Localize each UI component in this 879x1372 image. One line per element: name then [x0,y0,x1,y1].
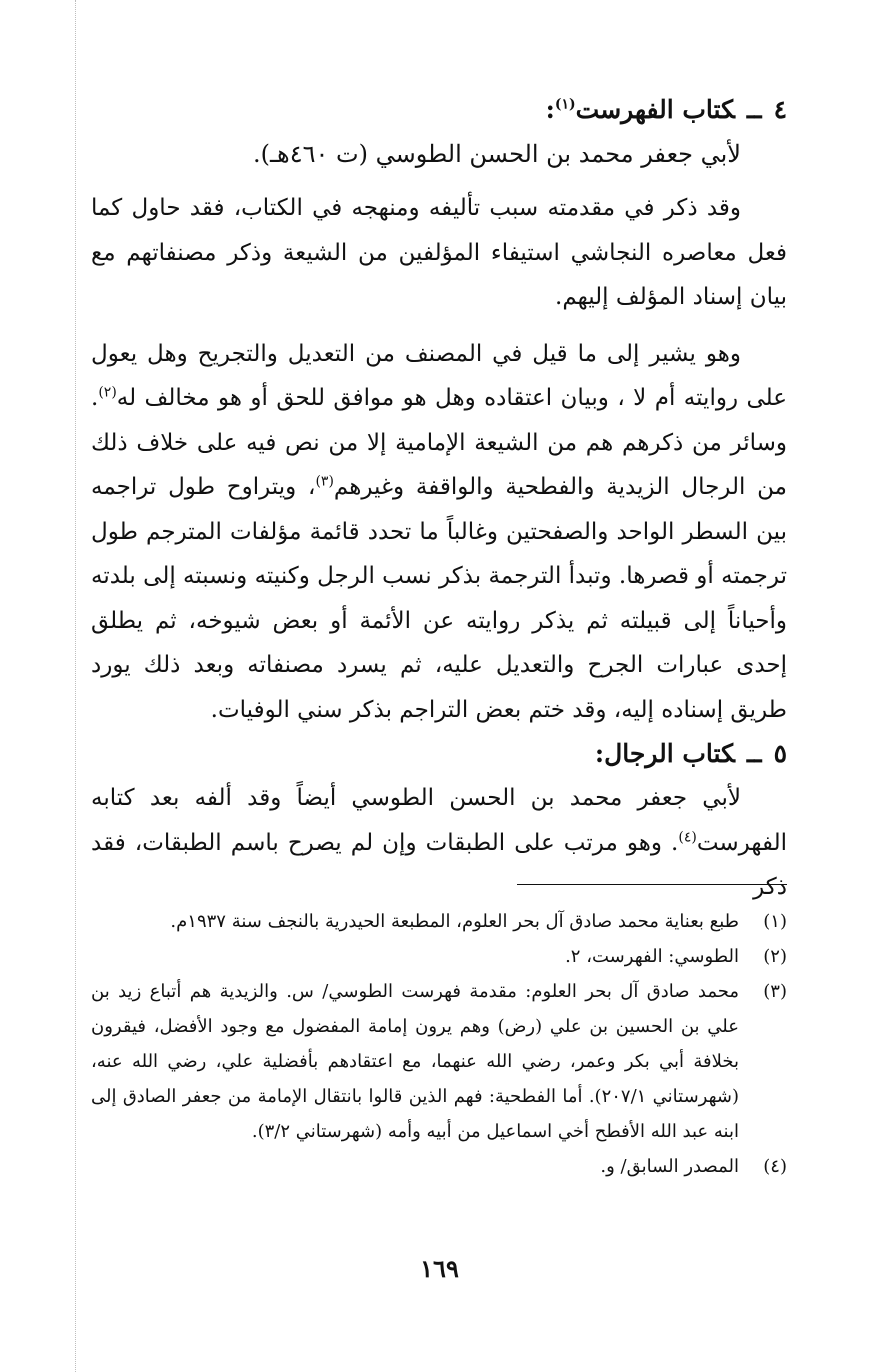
footnote-ref-2[interactable]: (٢) [98,384,117,401]
section-5-dash: ــ [746,739,762,768]
paragraph-2-part-b: . وسائر من ذكرهم هم من الشيعة الإمامية إلا من نص فيه على خلاف ذلك من الرجال الزيدية والفطحية والواقفة وغيرهم [91,385,787,500]
section-5-part-a: لأبي جعفر محمد بن الحسن الطوسي أيضاً وقد ألفه بعد كتابه الفهرست [91,785,787,856]
footnote-3 [91,974,787,1149]
paragraph-2-part-c: ، ويتراوح طول تراجمه بين السطر الواحد والصفحتين وغالباً ما تحدد قائمة مؤلفات المترجم طول ترجمته أو قصرها. وتبدأ الترجمة بذكر نسب الرجل وكنيته ونسبته إلى بلدته وأحياناً إلى قبيلته ثم يذكر روايته عن الأئمة أو بعض شيوخه، ثم يطلق إحدى عبارات الجرح والتعديل عليه، ثم يسرد مصنفاته وبعد ذلك يورد طريق إسناده إليه، وقد ختم بعض التراجم بذكر سني الوفيات. [91,474,787,723]
section-4-colon: : [545,95,555,124]
footnote-separator [517,884,787,885]
section-4-number: ٤ [773,95,787,124]
section-4-title: كتاب الفهرست [575,95,735,124]
footnote-number: (٤) [763,1156,787,1177]
paragraph-2-part-a: وهو يشير إلى ما قيل في المصنف من التعديل والتجريح وهل يعول على روايته أم لا ، وبيان اعتقاده وهل هو موافق للحق أو هو مخالف له [91,340,787,411]
footnote-ref-3[interactable]: (٣) [315,473,334,490]
section-4-paragraph-1: وقد ذكر في مقدمته سبب تأليفه ومنهجه في الكتاب، فقد حاول كما فعل معاصره النجاشي استيفاء المؤلفين من الشيعة وذكر مصنفاتهم مع بيان إسناد المؤلف إليهم. [91,195,787,310]
footnote-ref-4[interactable]: (٤) [678,828,697,845]
footnote-text: الطوسي: الفهرست، ٢. [565,946,739,967]
footnote-text: محمد صادق آل بحر العلوم: مقدمة فهرست الطوسي/ س. والزيدية هم أتباع زيد بن علي بن الحسين بن علي (رض) وهم يرون إمامة المفضول مع وجود الأفضل، فيقرون بخلافة أبي بكر وعمر، رضي الله عنهما، مع اعتقادهم بأفضلية علي، رضي الله عنه، (شهرستاني ٢٠٧/١). أما الفطحية: فهم الذين قالوا بانتقال الإمامة من جعفر الصادق إلى ابنه عبد الله الأفطح أخي اسماعيل من أبيه وأمه (شهرستاني ٣/٢). [91,981,739,1142]
section-5-part-b: . وهو مرتب على الطبقات وإن لم يصرح باسم الطبقات، فقد ذكر [91,829,787,900]
footnote-number: (٢) [763,946,787,967]
footnote-number: (٣) [763,981,787,1002]
section-4-dash: ــ [746,95,762,124]
footnote-number: (١) [763,911,787,932]
margin-dotted-rule [75,0,76,1372]
page-number: ١٦٩ [420,1254,459,1283]
footnote-2 [91,939,787,974]
section-5-colon: : [594,739,605,768]
section-5-number: ٥ [773,739,787,768]
footnote-ref-1[interactable]: (١) [554,96,576,113]
footnote-4 [91,1149,787,1184]
section-4-paragraph-2 [91,332,787,733]
section-4-heading [91,88,787,132]
section-4-author-line: لأبي جعفر محمد بن الحسن الطوسي (ت ٤٦٠هـ). [253,140,741,168]
section-5-paragraph [91,776,787,910]
footnote-text: المصدر السابق/ و. [600,1156,739,1177]
section-5-title: كتاب الرجال [604,739,735,768]
footnotes [91,904,787,1184]
footnote-text: طبع بعناية محمد صادق آل بحر العلوم، المطبعة الحيدرية بالنجف سنة ١٩٣٧م. [170,911,739,932]
section-5-heading [91,732,787,776]
footnote-1 [91,904,787,939]
main-text [91,88,787,910]
